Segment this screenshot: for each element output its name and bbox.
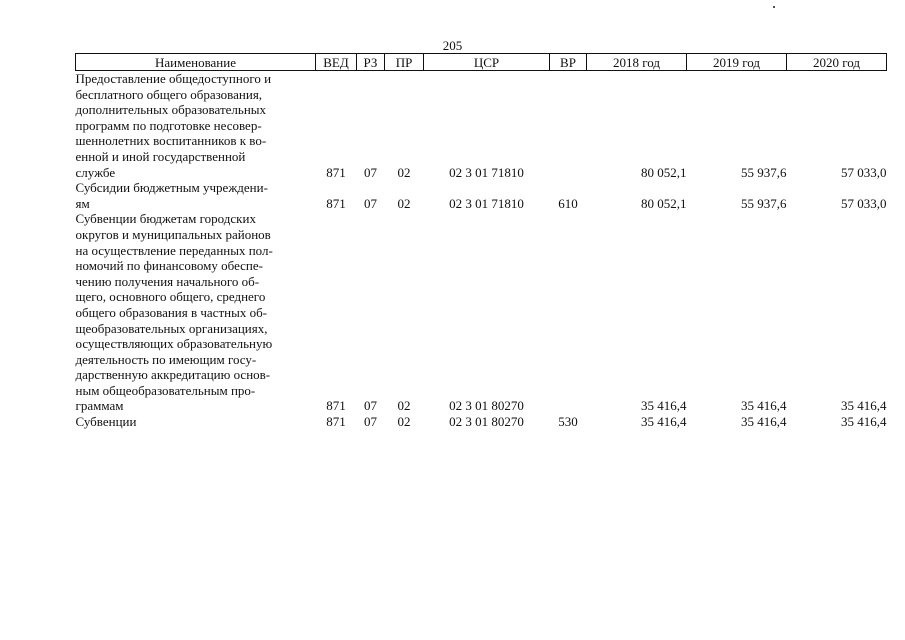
scan-speck [773,6,775,8]
row-name-line: щего, основного общего, среднего [75,289,266,305]
row-2020: 57 033,0 [841,195,887,211]
row-2020: 35 416,4 [841,398,887,414]
row-pr: 02 [397,398,411,414]
row-name-line: шеннолетних воспитанников к во- [75,133,267,149]
table-header-row [76,54,887,71]
row-csr: 02 3 01 80270 [449,414,524,430]
row-vr: 530 [558,414,578,430]
table-body [76,71,887,430]
row-ved: 871 [326,164,346,180]
row-2018: 80 052,1 [641,164,687,180]
row-name-line: на осуществление переданных пол- [75,242,273,258]
row-name-line: енной и иной государственной [75,148,246,164]
row-pr: 02 [397,414,411,430]
header-rz: РЗ [357,54,385,71]
row-name-line: округов и муниципальных районов [75,226,271,242]
row-name [76,211,316,414]
header-ved: ВЕД [316,54,357,71]
row-name-line: общего образования в частных об- [75,304,268,320]
row-rz: 07 [364,164,377,180]
row-csr: 02 3 01 80270 [449,398,524,414]
header-name: Наименование [76,54,316,71]
row-name-line: бесплатного общего образования, [75,86,263,102]
row-name-line: осуществляющих образовательную [75,336,273,352]
page-number: 205 [442,38,463,53]
row-ved: 871 [326,195,346,211]
row-name-line: Субсидии бюджетным учреждени- [75,180,268,196]
header-csr: ЦСР [424,54,550,71]
budget-table [75,53,887,430]
header-2018: 2018 год [587,54,687,71]
row-pr: 02 [397,195,411,211]
row-name-line: Предоставление общедоступного и [75,71,272,86]
table-row [76,180,887,211]
row-ved: 871 [326,398,346,414]
row-name [76,414,316,430]
row-csr: 02 3 01 71810 [449,195,524,211]
row-pr: 02 [397,164,411,180]
header-pr: ПР [385,54,424,71]
row-name-line: деятельность по имеющим госу- [75,351,257,367]
row-vr [550,71,587,181]
table-row [76,414,887,430]
row-name-line: Субвенции [75,414,137,430]
row-rz: 07 [364,414,377,430]
header-vr: ВР [550,54,587,71]
header-2019: 2019 год [687,54,787,71]
row-2019: 55 937,6 [741,195,787,211]
row-name-line: программ по подготовке несовер- [75,117,262,133]
row-name-line: щеобразовательных организациях, [75,320,268,336]
table-row [76,211,887,414]
row-rz: 07 [364,195,377,211]
row-2019: 35 416,4 [741,414,787,430]
row-name-line: службе [75,164,116,180]
row-2019: 55 937,6 [741,164,787,180]
row-name [76,71,316,181]
row-name-line: чению получения начального об- [75,273,260,289]
row-vr: 610 [558,195,578,211]
table-row [76,71,887,181]
row-name-line: дарственную аккредитацию основ- [75,367,271,383]
row-2020: 35 416,4 [841,414,887,430]
row-name-line: ям [75,195,90,211]
row-name [76,180,316,211]
row-ved: 871 [326,414,346,430]
row-name-line: номочий по финансовому обеспе- [75,258,263,274]
row-2018: 80 052,1 [641,195,687,211]
row-csr: 02 3 01 71810 [449,164,524,180]
row-name-line: Субвенции бюджетам городских [75,211,256,227]
row-rz: 07 [364,398,377,414]
row-2020: 57 033,0 [841,164,887,180]
header-2020: 2020 год [787,54,887,71]
row-name-line: дополнительных образовательных [75,102,267,118]
row-name-line: граммам [75,398,124,414]
row-2018: 35 416,4 [641,414,687,430]
row-2019: 35 416,4 [741,398,787,414]
row-vr [550,211,587,414]
row-2018: 35 416,4 [641,398,687,414]
row-name-line: ным общеобразовательным про- [75,382,256,398]
